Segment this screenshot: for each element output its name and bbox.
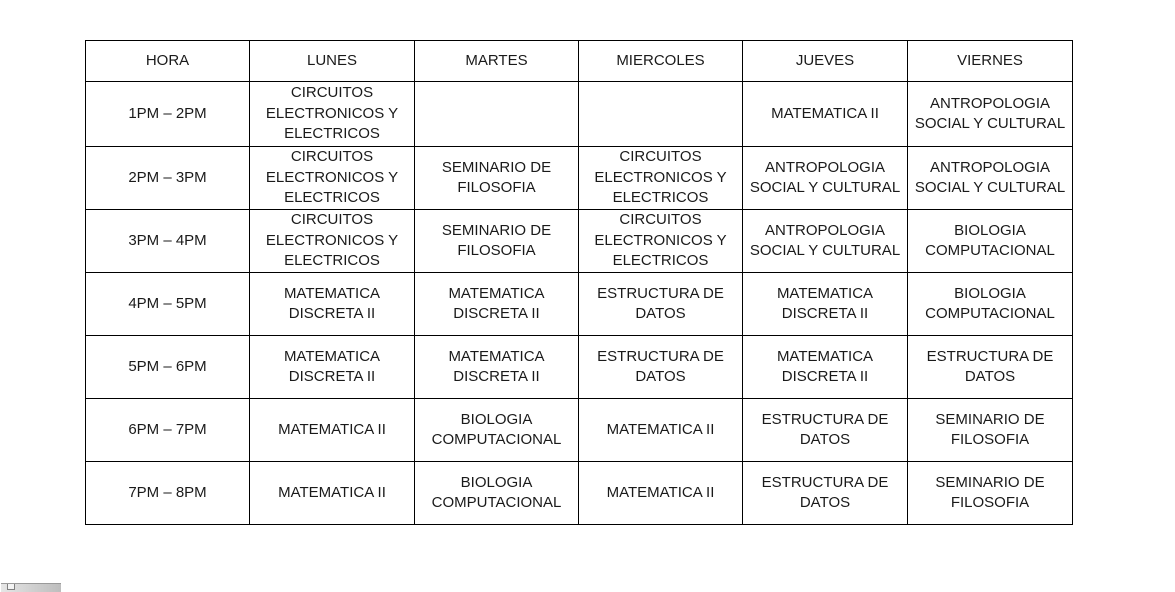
header-viernes (908, 41, 1073, 82)
table-row (86, 273, 1073, 336)
class-label: MATEMATICA II (771, 104, 879, 122)
class-cell (579, 147, 743, 210)
time-label: 3PM – 4PM (128, 231, 207, 249)
header-row (86, 41, 1073, 82)
class-label: CIRCUITOS ELECTRONICOS Y ELECTRICOS (594, 211, 727, 270)
header-miercoles (579, 41, 743, 82)
class-label: MATEMATICA DISCRETA II (283, 347, 381, 385)
class-cell (908, 462, 1073, 525)
time-cell (86, 82, 250, 147)
class-cell (579, 82, 743, 147)
class-cell (579, 462, 743, 525)
header-label: LUNES (306, 51, 358, 69)
class-cell (908, 399, 1073, 462)
table-row (86, 147, 1073, 210)
class-cell (743, 147, 908, 210)
header-label: MARTES (465, 51, 528, 69)
table-row (86, 399, 1073, 462)
class-label: ESTRUCTURA DE DATOS (761, 473, 889, 511)
class-label: CIRCUITOS ELECTRONICOS Y ELECTRICOS (265, 211, 399, 270)
header-hora (86, 41, 250, 82)
header-label: HORA (145, 51, 190, 69)
header-martes (415, 41, 579, 82)
header-label: JUEVES (795, 51, 855, 69)
time-cell (86, 147, 250, 210)
class-cell (908, 82, 1073, 147)
class-label: ESTRUCTURA DE DATOS (761, 410, 889, 448)
time-label: 2PM – 3PM (128, 168, 207, 186)
class-cell (250, 82, 415, 147)
class-cell (743, 399, 908, 462)
class-label: MATEMATICA II (606, 420, 715, 438)
class-cell (579, 336, 743, 399)
class-cell (908, 273, 1073, 336)
class-cell (743, 82, 908, 147)
class-label: ANTROPOLOGIA SOCIAL Y CULTURAL (749, 158, 901, 196)
class-label: SEMINARIO DE FILOSOFIA (441, 158, 552, 196)
class-cell (415, 210, 579, 273)
class-cell (415, 336, 579, 399)
class-label: ESTRUCTURA DE DATOS (597, 284, 724, 322)
class-cell (250, 210, 415, 273)
schedule-body (86, 82, 1073, 525)
class-label: BIOLOGIA COMPUTACIONAL (431, 410, 562, 448)
time-cell (86, 462, 250, 525)
class-label: MATEMATICA DISCRETA II (283, 284, 381, 322)
table-row (86, 82, 1073, 147)
class-label: BIOLOGIA COMPUTACIONAL (925, 221, 1055, 259)
time-label: 7PM – 8PM (128, 483, 207, 501)
class-cell (415, 147, 579, 210)
class-cell (743, 210, 908, 273)
time-cell (86, 399, 250, 462)
class-cell (415, 462, 579, 525)
class-cell (743, 273, 908, 336)
table-row (86, 336, 1073, 399)
class-cell (250, 147, 415, 210)
class-label: ESTRUCTURA DE DATOS (926, 347, 1054, 385)
class-cell (250, 462, 415, 525)
class-label: MATEMATICA DISCRETA II (776, 347, 874, 385)
table-row (86, 210, 1073, 273)
class-cell (250, 336, 415, 399)
class-label: SEMINARIO DE FILOSOFIA (935, 473, 1045, 511)
class-cell (250, 399, 415, 462)
class-cell (579, 399, 743, 462)
class-label: MATEMATICA DISCRETA II (448, 284, 545, 322)
resize-grip-icon[interactable] (7, 584, 15, 590)
class-label: CIRCUITOS ELECTRONICOS Y ELECTRICOS (594, 148, 727, 207)
class-label: MATEMATICA DISCRETA II (776, 284, 874, 322)
time-label: 6PM – 7PM (128, 420, 207, 438)
time-label: 5PM – 6PM (128, 357, 207, 375)
class-cell (908, 336, 1073, 399)
header-label: VIERNES (957, 51, 1023, 69)
class-label: ANTROPOLOGIA SOCIAL Y CULTURAL (914, 94, 1066, 132)
time-cell (86, 210, 250, 273)
class-label: BIOLOGIA COMPUTACIONAL (925, 284, 1055, 322)
class-label: CIRCUITOS ELECTRONICOS Y ELECTRICOS (265, 148, 399, 207)
class-label: MATEMATICA II (606, 483, 715, 501)
class-cell (743, 462, 908, 525)
time-label: 4PM – 5PM (128, 294, 207, 312)
table-row (86, 462, 1073, 525)
time-cell (86, 336, 250, 399)
class-cell (579, 210, 743, 273)
class-label: ANTROPOLOGIA SOCIAL Y CULTURAL (749, 221, 901, 259)
class-label: BIOLOGIA COMPUTACIONAL (431, 473, 562, 511)
class-cell (415, 273, 579, 336)
time-cell (86, 273, 250, 336)
class-cell (415, 399, 579, 462)
class-cell (250, 273, 415, 336)
class-cell (908, 147, 1073, 210)
class-label: ANTROPOLOGIA SOCIAL Y CULTURAL (914, 158, 1066, 196)
class-label: ESTRUCTURA DE DATOS (597, 347, 724, 385)
class-label: SEMINARIO DE FILOSOFIA (935, 410, 1045, 448)
class-cell (415, 82, 579, 147)
class-label: MATEMATICA II (278, 483, 386, 501)
class-label: SEMINARIO DE FILOSOFIA (441, 221, 552, 259)
class-cell (579, 273, 743, 336)
class-cell (743, 336, 908, 399)
header-label: MIERCOLES (616, 51, 705, 69)
class-label: MATEMATICA II (278, 420, 386, 438)
class-label: CIRCUITOS ELECTRONICOS Y ELECTRICOS (265, 84, 399, 143)
schedule-table (85, 40, 1073, 525)
header-jueves (743, 41, 908, 82)
class-label: MATEMATICA DISCRETA II (448, 347, 545, 385)
time-label: 1PM – 2PM (128, 104, 207, 122)
header-lunes (250, 41, 415, 82)
class-cell (908, 210, 1073, 273)
